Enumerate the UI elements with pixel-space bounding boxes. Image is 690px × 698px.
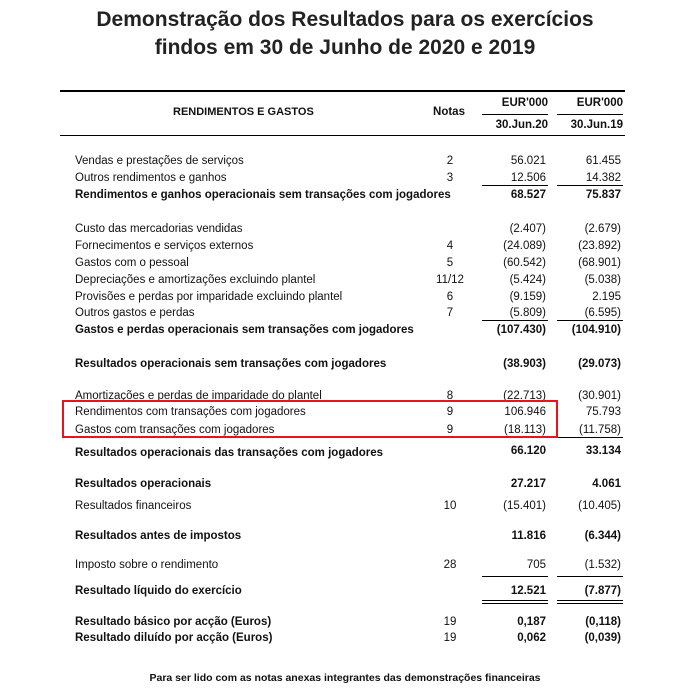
footer-note: Para ser lido com as notas anexas integrantes das demonstrações financeiras [149, 672, 541, 684]
row-label: Resultados operacionais [75, 478, 212, 490]
row-label: Rendimentos e ganhos operacionais sem transações com jogadores [75, 189, 451, 201]
subtotal-rule [482, 185, 548, 186]
row-value-2019: (68.901) [578, 257, 621, 269]
row-label: Resultados financeiros [75, 500, 192, 512]
row-value-2020: 27.217 [510, 478, 546, 490]
row-label: Fornecimentos e serviços externos [75, 240, 254, 252]
row-value-2019: (10.405) [578, 500, 621, 512]
row-label: Resultados operacionais sem transações com jogadores [75, 358, 387, 370]
row-value-2020: (15.401) [503, 500, 546, 512]
row-value-2020: (60.542) [503, 257, 546, 269]
row-value-2020: (2.407) [509, 223, 546, 235]
row-value-2019: 2.195 [592, 291, 621, 303]
row-note: 19 [443, 632, 457, 644]
row-value-2020: 705 [526, 559, 546, 571]
row-value-2020: 106.946 [504, 406, 546, 418]
row-value-2020: 11.816 [511, 530, 546, 542]
row-label: Vendas e prestações de serviços [75, 155, 244, 167]
total-double-rule [482, 600, 548, 601]
row-label: Gastos com o pessoal [75, 257, 189, 269]
row-note: 28 [443, 559, 457, 571]
row-value-2020: 66.120 [510, 445, 546, 457]
row-note: 9 [446, 424, 454, 436]
row-note: 4 [446, 240, 454, 252]
subtotal-rule [482, 576, 548, 577]
row-label: Provisões e perdas por imparidade excluindo plantel [75, 291, 343, 303]
row-value-2020: (5.424) [509, 274, 546, 286]
currency-rule-2020 [482, 114, 548, 115]
row-value-2020: 0,062 [517, 632, 546, 644]
row-note: 9 [446, 406, 454, 418]
row-label: Resultado diluído por acção (Euros) [75, 632, 273, 644]
row-label: Rendimentos com transações com jogadores [75, 406, 306, 418]
date-header-2020: 30.Jun.20 [495, 119, 548, 131]
subtotal-rule [557, 185, 623, 186]
row-value-2019: (11.758) [579, 424, 621, 436]
row-label: Outros rendimentos e ganhos [75, 172, 227, 184]
row-value-2020: (18.113) [504, 424, 546, 436]
row-value-2019: 75.793 [585, 406, 621, 418]
subtotal-rule [557, 437, 623, 438]
subtotal-rule [482, 320, 548, 321]
row-note: 7 [446, 307, 454, 319]
row-value-2020: (22.713) [503, 390, 546, 402]
row-value-2019: (30.901) [578, 390, 621, 402]
row-value-2020: (5.809) [509, 307, 546, 319]
row-note: 3 [446, 172, 454, 184]
row-label: Imposto sobre o rendimento [75, 559, 219, 571]
row-value-2020: 68.527 [510, 189, 546, 201]
row-value-2019: 33.134 [585, 445, 621, 457]
row-label: Gastos e perdas operacionais sem transações com jogadores [75, 324, 414, 336]
row-value-2019: (7.877) [584, 585, 621, 597]
row-value-2020: (9.159) [509, 291, 546, 303]
header-top-rule [60, 90, 625, 92]
row-value-2019: (5.038) [584, 274, 621, 286]
row-value-2020: 56.021 [510, 155, 546, 167]
row-value-2019: (104.910) [571, 324, 621, 336]
total-double-rule [482, 603, 548, 604]
row-value-2020: 0,187 [517, 616, 546, 628]
row-value-2019: 75.837 [585, 189, 621, 201]
row-note: 6 [446, 291, 454, 303]
notes-header: Notas [433, 106, 465, 118]
row-label: Depreciações e amortizações excluindo plantel [75, 274, 316, 286]
row-value-2019: (0,118) [585, 616, 621, 628]
column-label-header: RENDIMENTOS E GASTOS [173, 106, 314, 118]
row-note: 10 [443, 500, 457, 512]
page-subtitle: findos em 30 de Junho de 2020 e 2019 [154, 36, 536, 59]
row-value-2019: (6.595) [584, 307, 621, 319]
row-value-2020: (38.903) [503, 358, 546, 370]
header-bottom-rule [60, 135, 625, 136]
row-label: Gastos com transações com jogadores [75, 424, 275, 436]
currency-header-2020: EUR'000 [501, 97, 548, 109]
highlight-box [62, 400, 558, 438]
row-value-2020: 12.521 [510, 585, 546, 597]
row-note: 5 [446, 257, 454, 269]
row-note: 2 [446, 155, 454, 167]
date-header-2019: 30.Jun.19 [570, 119, 623, 131]
row-label: Outros gastos e perdas [75, 307, 195, 319]
row-value-2019: (2.679) [584, 223, 621, 235]
row-label: Resultado líquido do exercício [75, 585, 242, 597]
total-double-rule [557, 600, 623, 601]
subtotal-rule [557, 320, 623, 321]
subtotal-rule [557, 576, 623, 577]
row-value-2019: (6.344) [584, 530, 621, 542]
row-value-2020: (24.089) [503, 240, 546, 252]
row-value-2019: 4.061 [592, 478, 621, 490]
row-label: Resultados antes de impostos [75, 530, 242, 542]
row-label: Amortizações e perdas de imparidade do plantel [75, 390, 322, 402]
page-title: Demonstração dos Resultados para os exercícios [96, 8, 594, 31]
row-note: 8 [446, 390, 454, 402]
row-label: Resultados operacionais das transações com jogadores [75, 447, 384, 459]
row-value-2020: (107.430) [496, 324, 546, 336]
row-value-2019: 14.382 [585, 172, 621, 184]
row-note: 19 [443, 616, 457, 628]
row-value-2019: (1.532) [584, 559, 621, 571]
row-value-2020: 12.506 [510, 172, 546, 184]
row-value-2019: (29.073) [578, 358, 621, 370]
row-value-2019: (23.892) [578, 240, 621, 252]
currency-header-2019: EUR'000 [576, 97, 623, 109]
currency-rule-2019 [557, 114, 623, 115]
row-label: Custo das mercadorias vendidas [75, 223, 243, 235]
row-label: Resultado básico por acção (Euros) [75, 616, 272, 628]
total-double-rule [557, 603, 623, 604]
row-value-2019: (0,039) [584, 632, 621, 644]
row-value-2019: 61.455 [585, 155, 621, 167]
row-note: 11/12 [436, 274, 464, 286]
